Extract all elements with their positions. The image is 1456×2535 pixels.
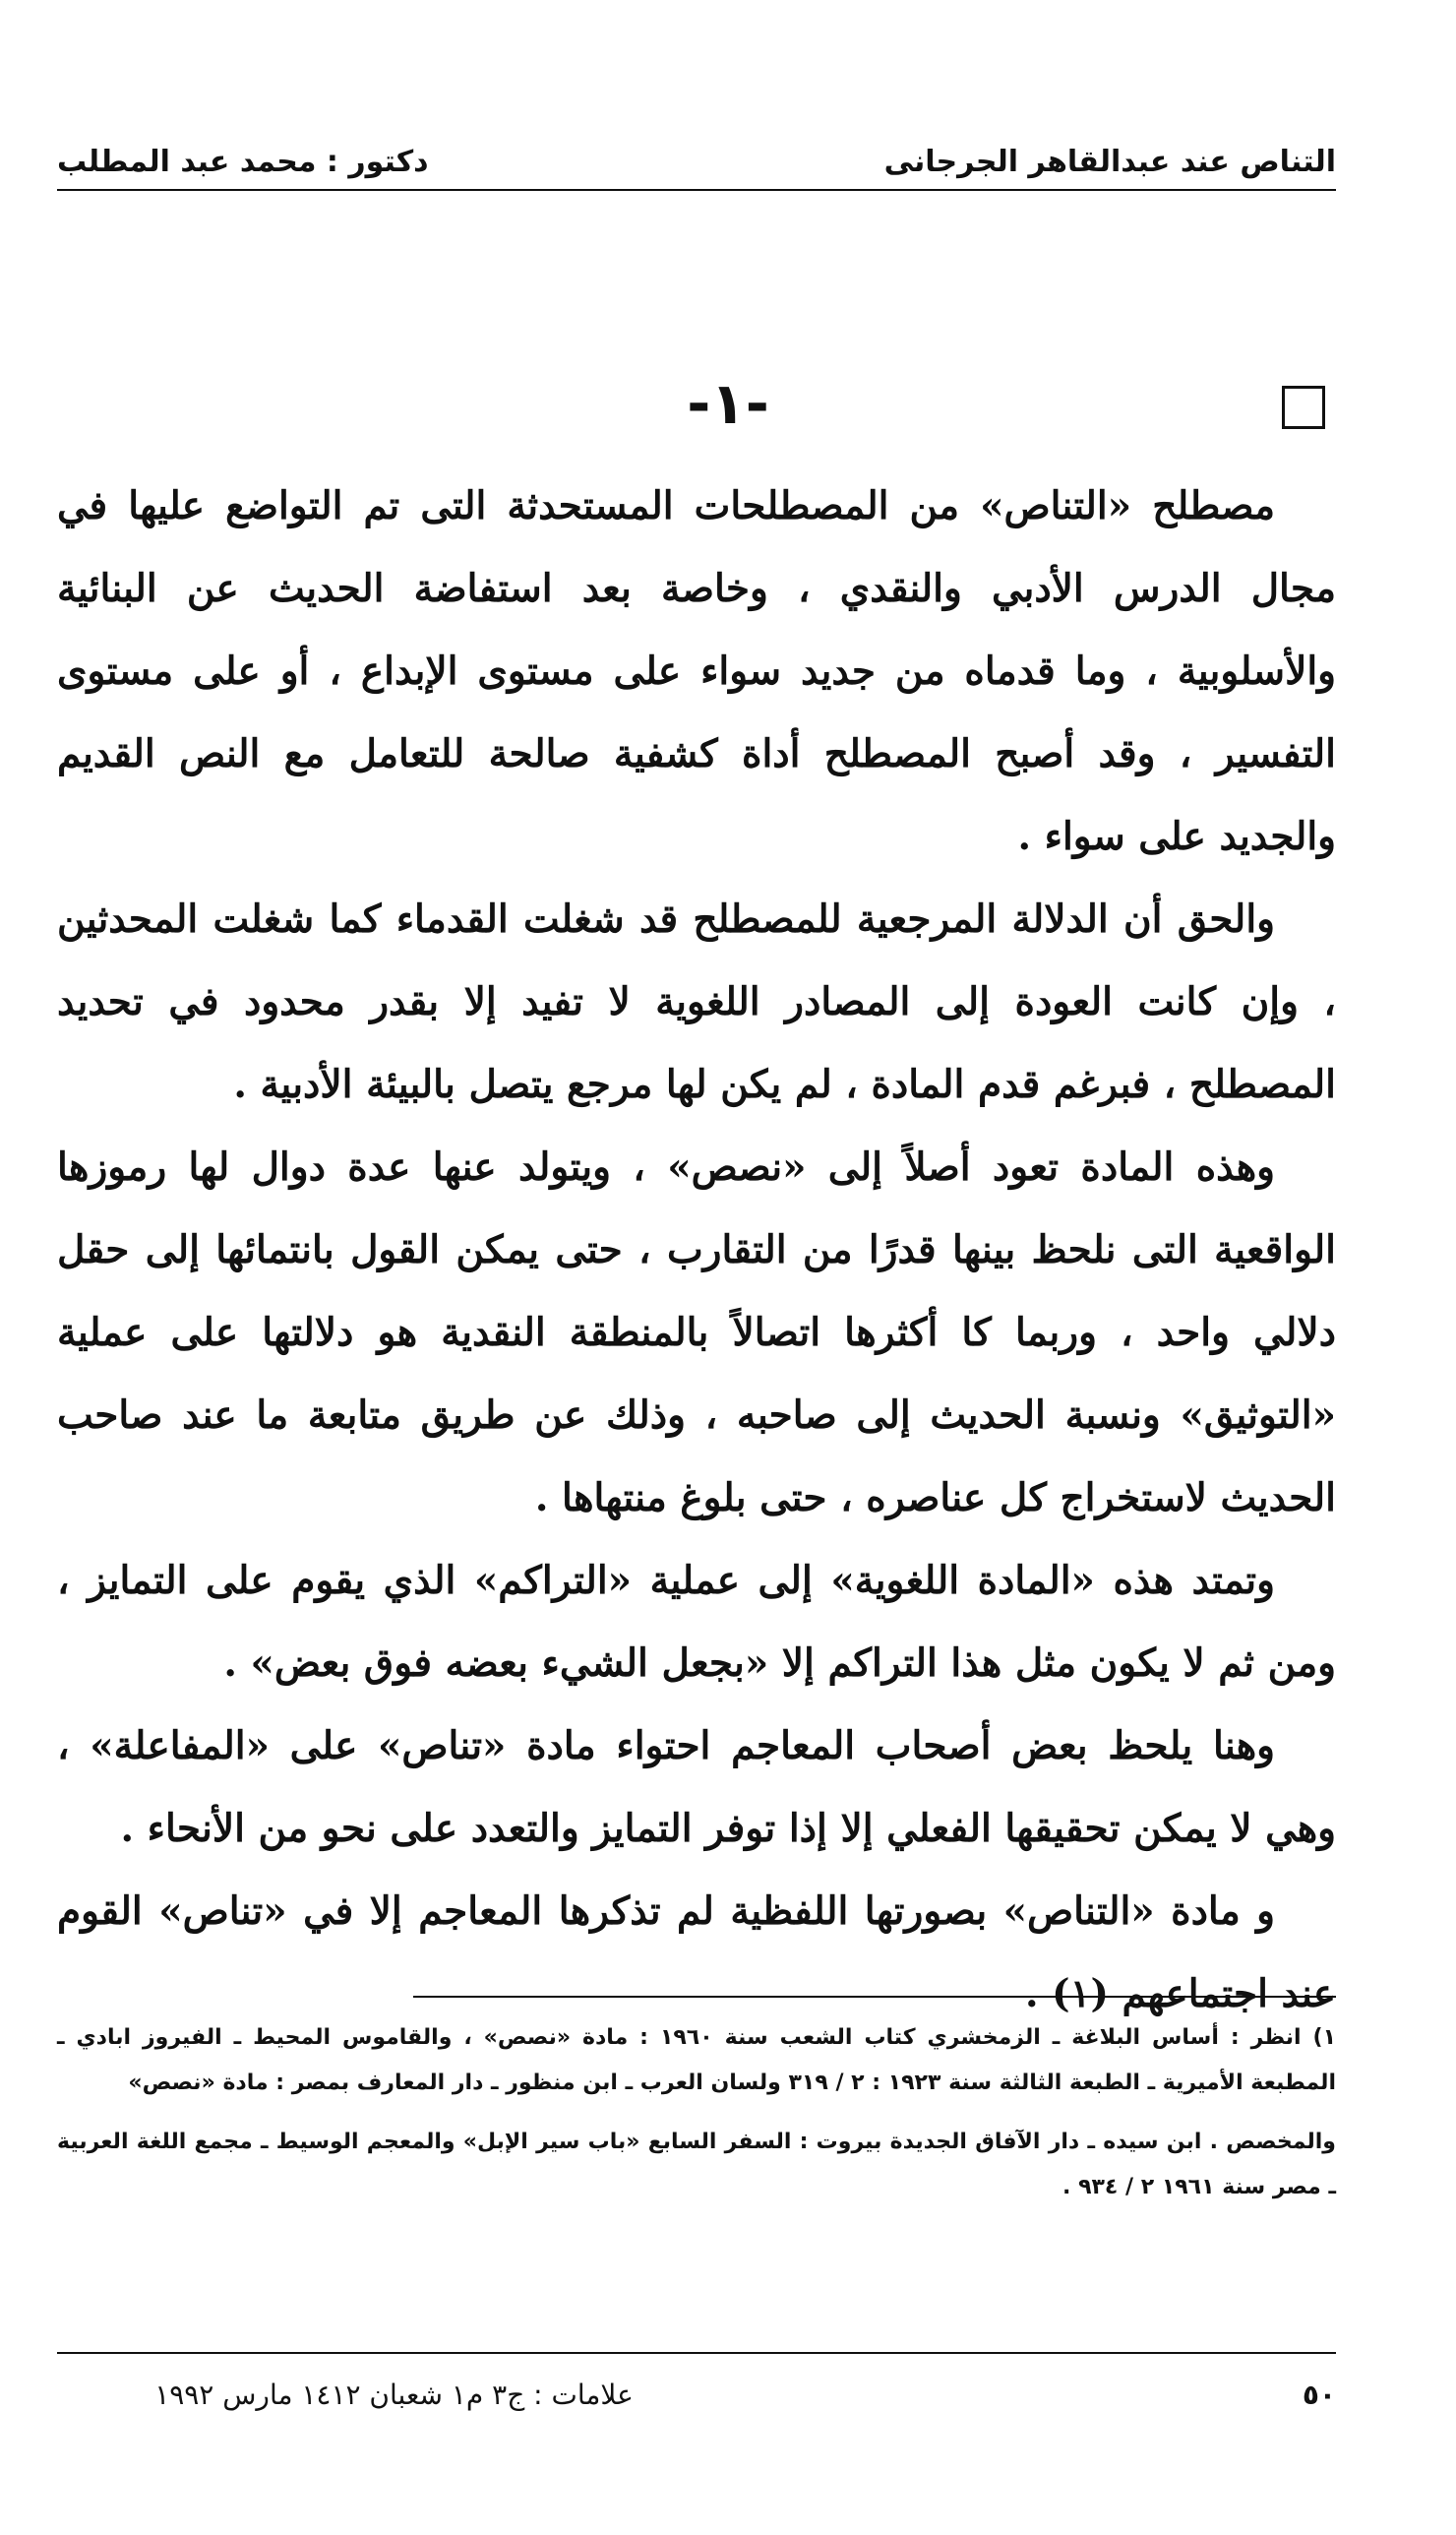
footnotes — [57, 2015, 1336, 2224]
footer-divider — [57, 2352, 1336, 2354]
paragraph: وهنا يلحظ بعض أصحاب المعاجم احتواء مادة «تناص» على «المفاعلة» ، وهي لا يمكن تحقيقها الفعلي إلا إذا توفر التمايز والتعدد على نحو من الأنحاء . — [57, 1723, 1336, 1851]
running-title: التناص عند عبدالقاهر الجرجانى — [883, 145, 1336, 179]
paragraph: مصطلح «التناص» من المصطلحات المستحدثة التى تم التواضع عليها في مجال الدرس الأدبي والنقدي ، وخاصة بعد استفاضة الحديث عن البنائية والأسلوبية ، وما قدماه من جديد سواء على مستوى الإبداع ، أو على مستوى التفسير ، وقد أصبح المصطلح أداة كشفية صالحة للتعامل مع النص القديم والجديد على سواء . — [57, 483, 1336, 859]
footnote: والمخصص . ابن سيده ـ دار الآفاق الجديدة بيروت : السفر السابع «باب سير الإبل» والمعجم الوسيط ـ مجمع اللغة العربية ـ مصر سنة ١٩٦١ ٢ / ٩٣٤ . — [57, 2130, 1336, 2199]
page-footer — [57, 2370, 1336, 2419]
journal-info: علامات : ج٣ م١ شعبان ١٤١٢ مارس ١٩٩٢ — [154, 2378, 634, 2411]
page-number: ٥٠ — [1302, 2378, 1336, 2411]
author-name: دكتور : محمد عبد المطلب — [57, 145, 429, 179]
paragraph: والحق أن الدلالة المرجعية للمصطلح قد شغلت القدماء كما شغلت المحدثين ، وإن كانت العودة إلى المصادر اللغوية لا تفيد إلا بقدر محدود في تحديد المصطلح ، فبرغم قدم المادة ، لم يكن لها مرجع يتصل بالبيئة الأدبية . — [57, 897, 1336, 1107]
footnote: ١) انظر : أساس البلاغة ـ الزمخشري كتاب الشعب سنة ١٩٦٠ : مادة «نصص» ، والقاموس المحيط ـ الفيروز ابادي ـ المطبعة الأميرية ـ الطبعة الثالثة سنة ١٩٢٣ : ٢ / ٣١٩ ولسان العرب ـ ابن منظور ـ دار المعارف بمصر : مادة «نصص» — [57, 2025, 1336, 2095]
paragraph: وهذه المادة تعود أصلاً إلى «نصص» ، ويتولد عنها عدة دوال لها رموزها الواقعية التى نلحظ بينها قدرًا من التقارب ، حتى يمكن القول بانتمائها إلى حقل دلالي واحد ، وربما كا أكثرها اتصالاً بالمنطقة النقدية هو دلالتها على عملية «التوثيق» ونسبة الحديث إلى صاحبه ، وذلك عن طريق متابعة ما عند صاحب الحديث لاستخراج كل عناصره ، حتى بلوغ منتهاها . — [57, 1144, 1336, 1520]
section-number: -١- — [687, 370, 769, 437]
running-header — [57, 120, 1336, 179]
paragraph: وتمتد هذه «المادة اللغوية» إلى عملية «التراكم» الذي يقوم على التمايز ، ومن ثم لا يكون مثل هذا التراكم إلا «بجعل الشيء بعضه فوق بعض» . — [57, 1558, 1336, 1686]
paragraph: و مادة «التناص» بصورتها اللفظية لم تذكرها المعاجم إلا في «تناص» القوم عند اجتماعهم (١) . — [57, 1888, 1336, 2016]
footnote-divider — [413, 1996, 1336, 1998]
body-text — [57, 464, 1336, 2035]
header-divider — [57, 189, 1336, 191]
